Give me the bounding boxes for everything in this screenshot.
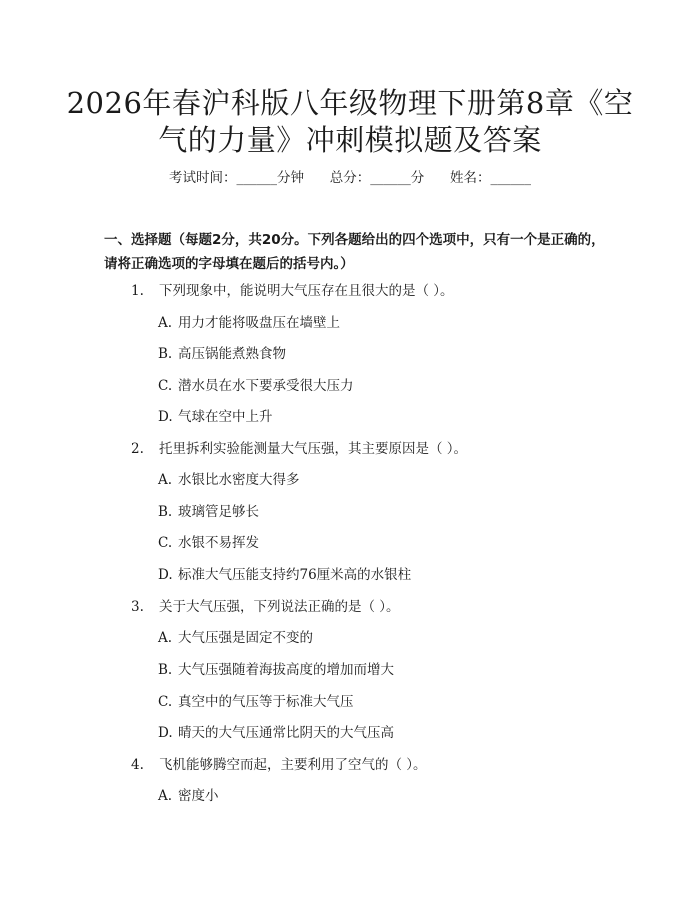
question-1-option-d — [158, 407, 273, 427]
question-2-option-a — [158, 470, 300, 490]
option-letter: A. — [158, 630, 173, 646]
option-letter: A. — [158, 788, 173, 804]
option-letter: D. — [158, 409, 173, 425]
question-1-option-c — [158, 376, 354, 396]
question-4 — [131, 755, 427, 775]
question-3-option-b — [158, 660, 394, 680]
question-3-option-c — [158, 692, 354, 712]
option-letter: D. — [158, 567, 173, 583]
option-letter: C. — [158, 378, 173, 394]
option-letter: D. — [158, 725, 173, 741]
option-letter: A. — [158, 472, 173, 488]
option-letter: B. — [158, 346, 173, 362]
question-3 — [131, 597, 400, 617]
option-text: 水银不易挥发 — [178, 535, 259, 551]
question-text: 关于大气压强，下列说法正确的是（ ）。 — [159, 599, 400, 615]
document-title-line-1: 2026年春沪科版八年级物理下册第8章《空 — [66, 86, 634, 120]
option-letter: B. — [158, 504, 173, 520]
option-letter: B. — [158, 662, 173, 678]
question-text: 飞机能够腾空而起，主要利用了空气的（ ）。 — [159, 757, 427, 773]
question-3-option-a — [158, 628, 313, 648]
question-2-option-b — [158, 502, 259, 522]
section-heading: 一、选择题（每题2分，共20分。下列各题给出的四个选项中，只有一个是正确的，请将正确选项的字母填在题后的括号内。） — [104, 232, 605, 272]
option-text: 大气压强随着海拔高度的增加而增大 — [178, 662, 394, 678]
document-title-line-2: 气的力量》冲刺模拟题及答案 — [158, 123, 542, 157]
question-number: 3. — [131, 599, 144, 615]
question-text: 下列现象中，能说明大气压存在且很大的是（ ）。 — [159, 283, 454, 299]
question-number: 2. — [131, 441, 144, 457]
option-text: 真空中的气压等于标准大气压 — [178, 694, 354, 710]
option-text: 用力才能将吸盘压在墙壁上 — [178, 315, 340, 331]
option-text: 标准大气压能支持约76厘米高的水银柱 — [178, 567, 412, 583]
question-1-option-b — [158, 344, 286, 364]
option-text: 潜水员在水下要承受很大压力 — [178, 378, 354, 394]
question-number: 4. — [131, 757, 144, 773]
option-letter: C. — [158, 535, 173, 551]
question-2 — [131, 439, 467, 459]
option-text: 晴天的大气压通常比阴天的大气压高 — [178, 725, 394, 741]
question-4-option-a — [158, 786, 219, 806]
question-text: 托里拆利实验能测量大气压强，其主要原因是（ ）。 — [159, 441, 468, 457]
question-3-option-d — [158, 723, 394, 743]
option-text: 水银比水密度大得多 — [178, 472, 300, 488]
question-number: 1. — [131, 283, 144, 299]
option-text: 高压锅能煮熟食物 — [178, 346, 286, 362]
exam-info-line: 考试时间：______分钟 总分：______分 姓名：______ — [169, 170, 531, 186]
option-text: 气球在空中上升 — [178, 409, 273, 425]
option-text: 大气压强是固定不变的 — [178, 630, 313, 646]
option-letter: C. — [158, 694, 173, 710]
option-letter: A. — [158, 315, 173, 331]
option-text: 玻璃管足够长 — [178, 504, 259, 520]
question-1 — [131, 281, 454, 301]
question-2-option-d — [158, 565, 411, 585]
option-text: 密度小 — [178, 788, 219, 804]
question-1-option-a — [158, 313, 340, 333]
question-2-option-c — [158, 533, 259, 553]
